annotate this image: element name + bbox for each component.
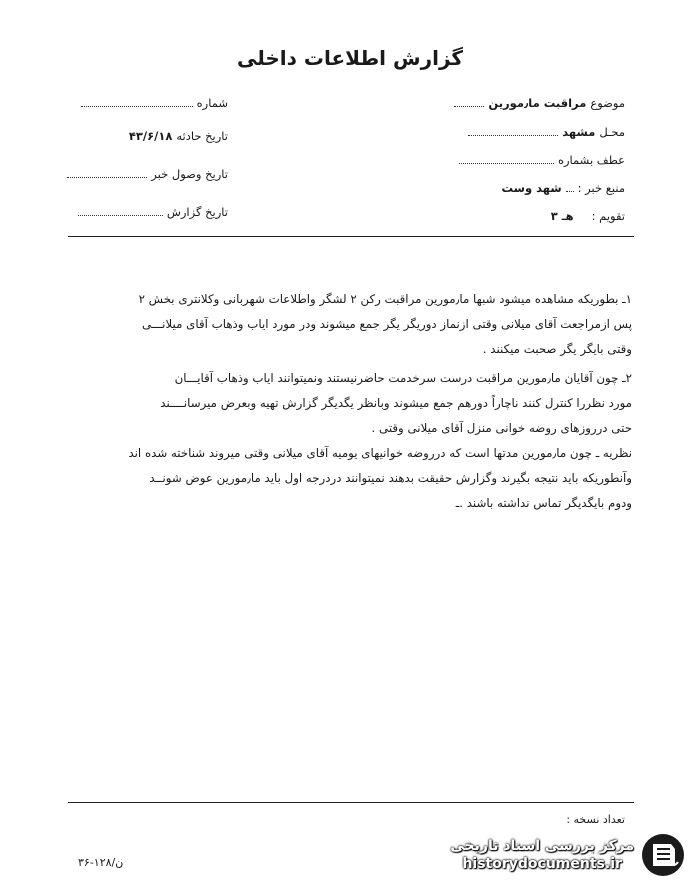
source-label: منبع خبر : [577,181,625,195]
received-date-label: تاریخ وصول خبر [151,167,228,181]
source-dots [566,181,574,192]
watermark-site: historydocuments.ir [462,856,622,872]
report-date-dots [78,205,163,216]
received-date-dots [67,167,147,178]
report-date-label: تاریخ گزارش [166,205,228,219]
evaluation-value: هـ ۳ [550,209,574,223]
body-line: وآنطوریکه باید نتیجه بگیرند وگزارش حقیقت بدهند نمیتوانند دردرجه اول باید ما٫مورین عوض شونــد [149,471,632,485]
document-code: ۳۶-۱۲۸/ن [78,856,124,869]
header-divider [68,236,634,237]
body-line: نظریه ـ چون ما٫مورین مدتها است که درروضه خوانیهای یومیه آقای میلانی وقتی میروند شناخته شده اند [128,446,632,460]
field-location [468,125,625,139]
subject-label: موضوع [590,96,625,110]
report-title: گزارش اطلاعات داخلی [236,46,464,70]
evaluation-gap [578,210,588,220]
location-value: مشهد [562,125,596,139]
field-reference [459,153,625,167]
subject-dots [454,96,484,107]
copies-count: تعداد نسخه : [566,813,625,826]
number-dots [81,96,193,107]
location-dots [468,125,558,136]
reference-label: عطف بشماره [557,153,625,167]
body-line: پس ازمراجعت آقای میلانی وقتی ازنماز دوریگر یگر جمع میشوند ودر مورد ایاب وذهاب آقای میلانـــی [141,317,632,331]
subject-value: مراقبت ما٫مورین [488,96,587,110]
body-line: ۲ـ چون آقایان ما٫مورین مراقبت درست سرخدمت حاضرنیستند ونمیتوانند ایاب وذهاب آقایـــان [174,371,632,385]
field-report-date [78,205,228,219]
body-line: حتی درروزهای روضه خوانی منزل آقای میلانی وقتی . [371,421,632,435]
report-body [52,287,632,516]
number-label: شماره [196,96,228,110]
body-line: ودوم بایگدیگر تماس نداشته باشند .ـ [455,496,632,510]
field-source [501,181,625,195]
body-line: ۱ـ بطوریکه مشاهده میشود شبها ما٫مورین مراقبت رکن ۲ لشگر واطلاعات شهربانی وکلانتری بخش ۲ [138,292,632,306]
field-evaluation [551,209,625,223]
evaluation-label: تقویم : [591,209,625,223]
field-incident-date [129,129,228,143]
reference-dots [459,153,554,164]
body-line: وقتی بایگر یگر صحبت میکنند . [482,342,632,356]
archive-watermark [400,830,686,880]
location-label: محـل [599,125,625,139]
incident-date-value: ۴۳/۶/۱۸ [128,129,173,143]
archive-logo-icon [640,832,686,878]
incident-date-label: تاریخ حادثه [176,129,228,143]
source-value: شهد وست [501,181,562,195]
field-received-date [67,167,228,181]
body-line: مورد نظررا کنترل کنند ناچاراً دورهم جمع میشوند وبانظر یگدیگر گزارش تهیه وبعرض میرسانــــند [160,396,632,410]
footer-divider [68,802,634,803]
watermark-name: مرکز بررسی اسناد تاریخی [450,838,634,854]
field-subject [454,96,625,110]
field-number [81,96,228,110]
